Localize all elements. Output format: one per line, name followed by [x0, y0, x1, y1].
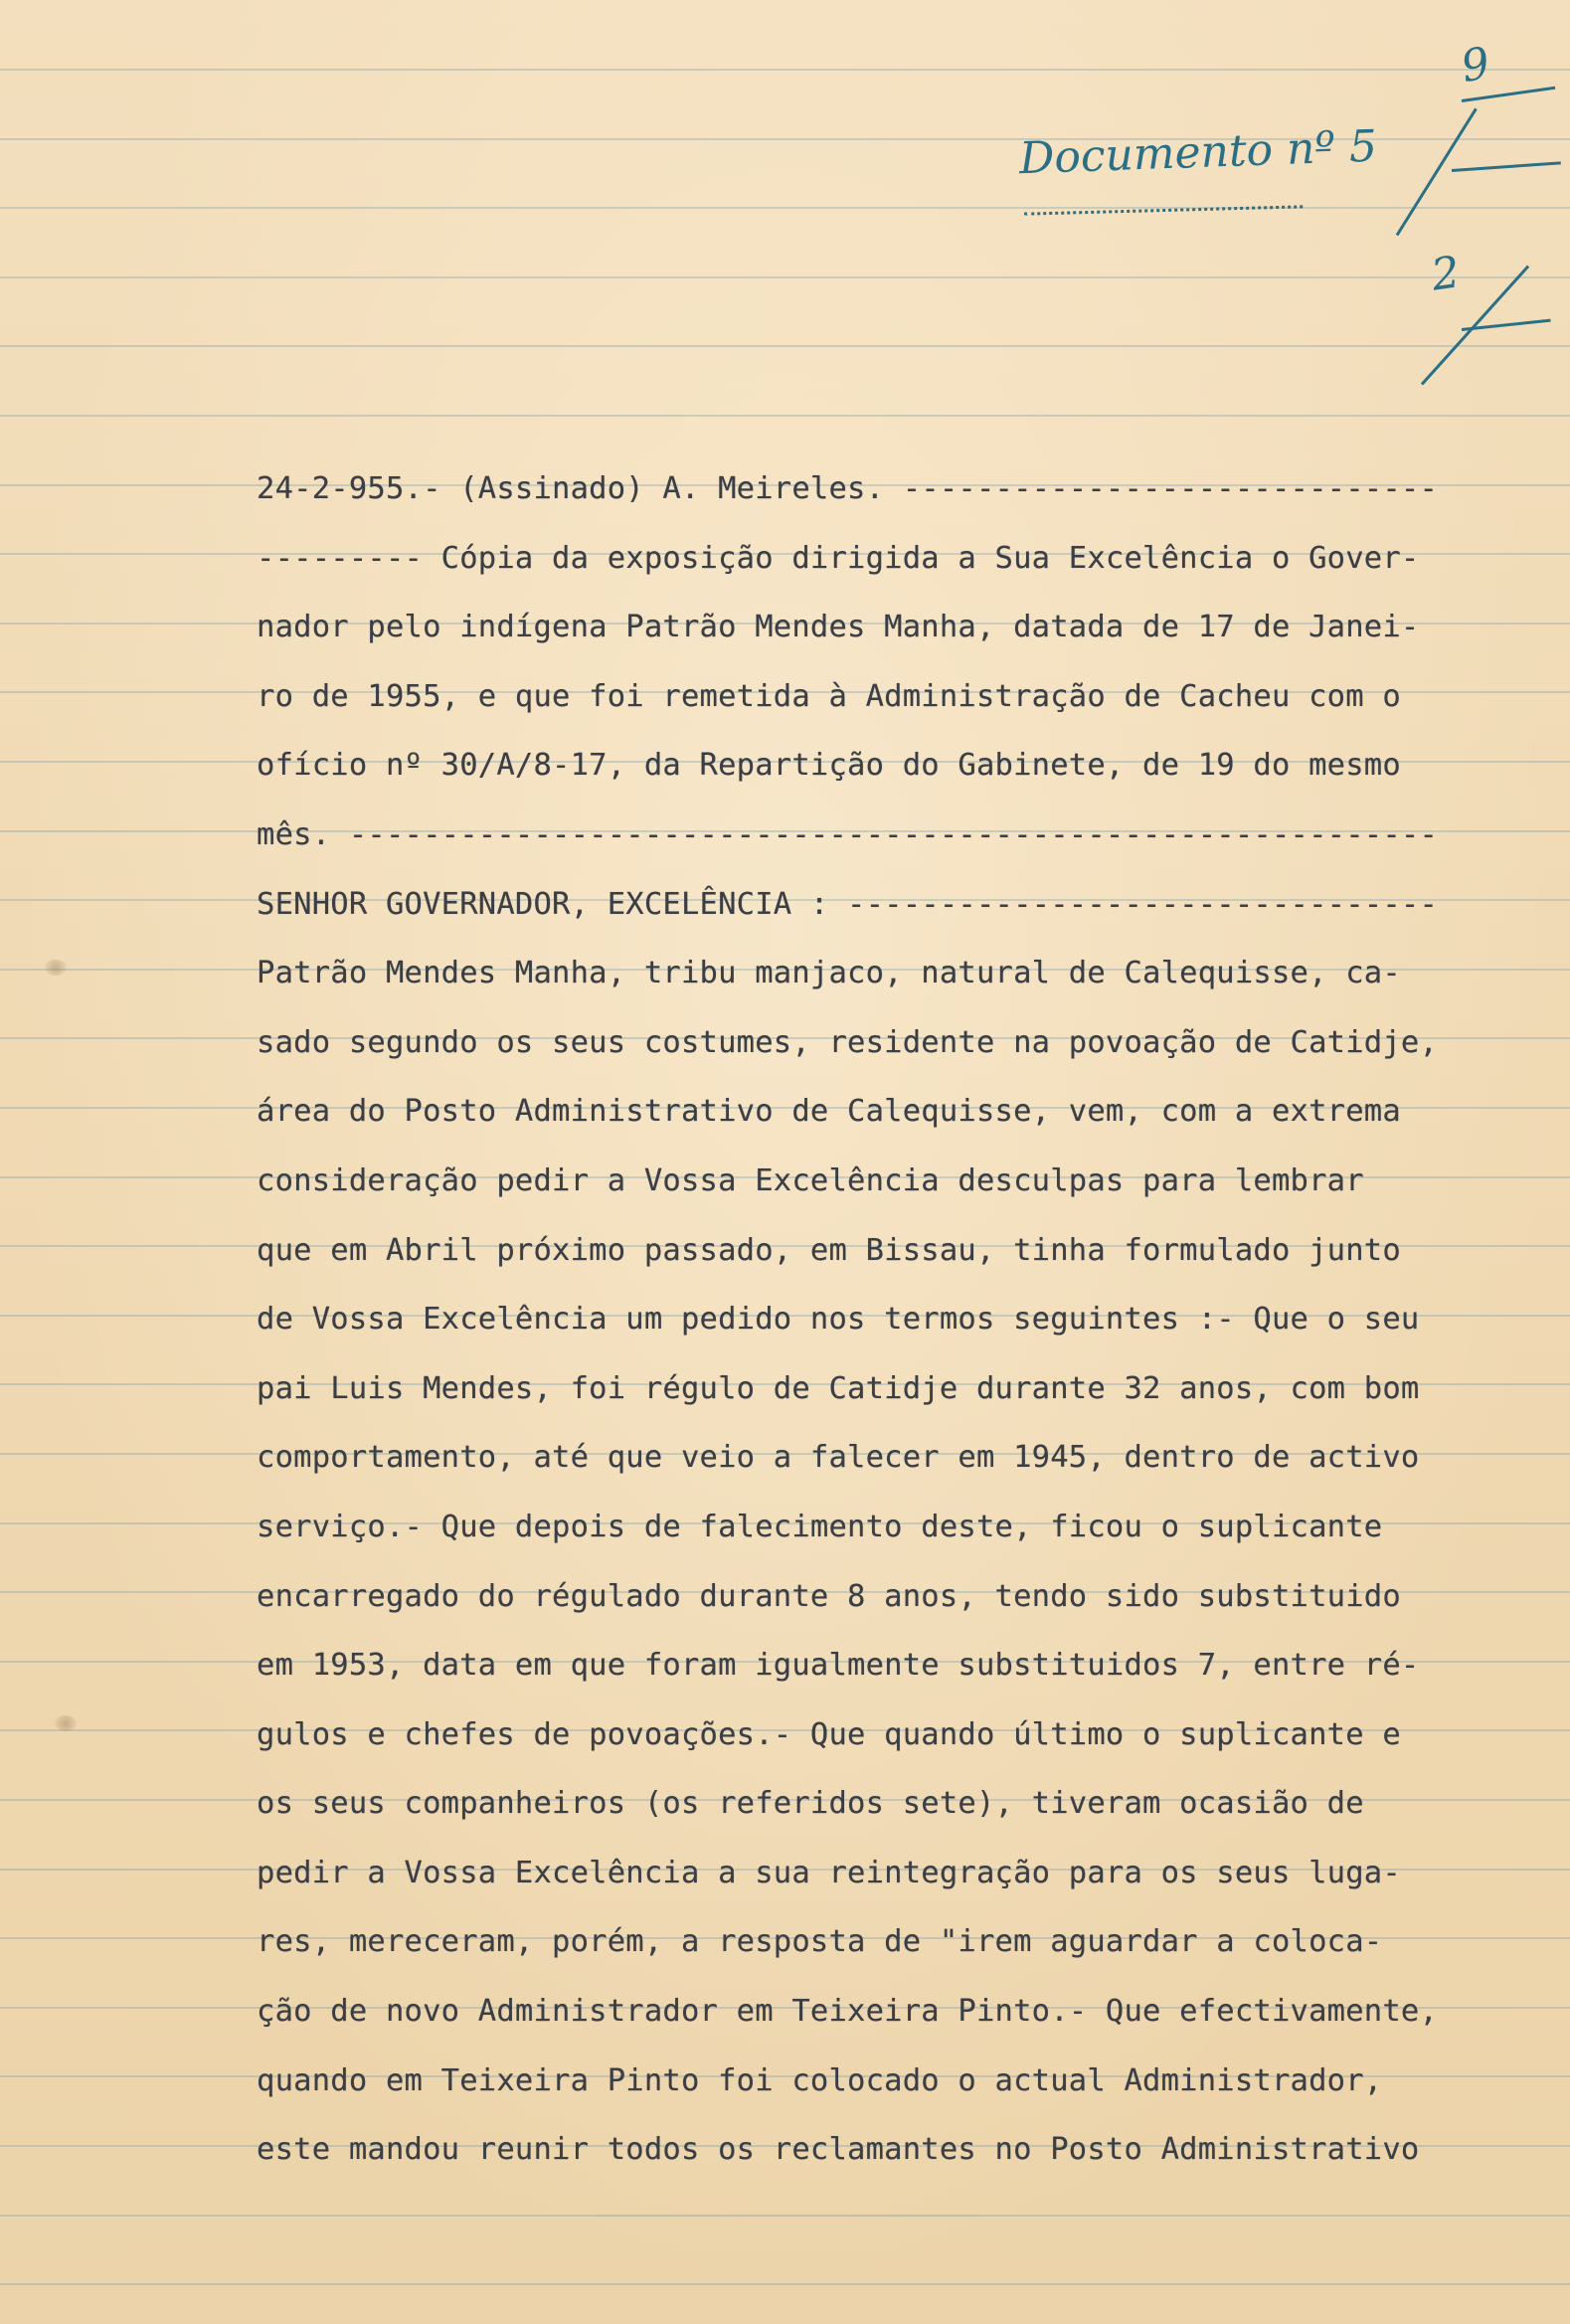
text-line: sado segundo os seus costumes, residente na povoação de Catidje,	[257, 1024, 1439, 1060]
paper-stain	[55, 1715, 77, 1731]
text-line: de Vossa Excelência um pedido nos termos seguintes :- Que o seu	[257, 1302, 1420, 1338]
text-line: este mandou reunir todos os reclamantes no Posto Administrativo	[257, 2132, 1420, 2168]
annotation-underline	[1024, 191, 1303, 215]
text-line: comportamento, até que veio a falecer em 1945, dentro de activo	[257, 1440, 1420, 1476]
text-line: --------- Cópia da exposição dirigida a Sua Excelência o Gover-	[257, 540, 1420, 576]
document-number-annotation: Documento nº 5	[1018, 120, 1378, 185]
text-line: Patrão Mendes Manha, tribu manjaco, natural de Calequisse, ca-	[257, 956, 1401, 991]
text-line: res, mereceram, porém, a resposta de "irem aguardar a coloca-	[257, 1924, 1383, 1960]
signature-stroke	[1452, 161, 1561, 172]
text-line: 24-2-955.- (Assinado) A. Meireles. -----------------------------	[257, 471, 1439, 506]
text-line: os seus companheiros (os referidos sete), tiveram ocasião de	[257, 1786, 1364, 1822]
ruled-line	[0, 69, 1570, 71]
text-line: que em Abril próximo passado, em Bissau, tinha formulado junto	[257, 1232, 1401, 1268]
folio-number-top: 9	[1457, 37, 1494, 93]
text-line: nador pelo indígena Patrão Mendes Manha, datada de 17 de Janei-	[257, 610, 1420, 645]
paper-stain	[45, 960, 67, 976]
text-line: ção de novo Administrador em Teixeira Pinto.- Que efectivamente,	[257, 1994, 1439, 2030]
text-line: SENHOR GOVERNADOR, EXCELÊNCIA : --------------------------------	[257, 886, 1439, 922]
text-line: ro de 1955, e que foi remetida à Administração de Cacheu com o	[257, 678, 1401, 714]
ruled-line	[0, 207, 1570, 209]
text-line: encarregado do régulado durante 8 anos, tendo sido substituido	[257, 1578, 1401, 1614]
text-line: gulos e chefes de povoações.- Que quando último o suplicante e	[257, 1716, 1401, 1752]
signature-stroke	[1396, 107, 1478, 236]
text-line: em 1953, data em que foram igualmente substituidos 7, entre ré-	[257, 1648, 1420, 1684]
folio-number-bottom: 2	[1428, 247, 1464, 301]
ruled-line	[0, 2283, 1570, 2285]
text-line: ofício nº 30/A/8-17, da Repartição do Gabinete, de 19 do mesmo	[257, 748, 1401, 784]
ruled-line	[0, 2215, 1570, 2217]
text-line: pedir a Vossa Excelência a sua reintegração para os seus luga-	[257, 1855, 1401, 1890]
typed-letter-body	[257, 459, 1519, 2190]
ruled-line	[0, 345, 1570, 347]
text-line: pai Luis Mendes, foi régulo de Catidje durante 32 anos, com bom	[257, 1370, 1420, 1406]
text-line: mês. -----------------------------------------------------------	[257, 816, 1439, 852]
ruled-line	[0, 276, 1570, 278]
text-line: consideração pedir a Vossa Excelência desculpas para lembrar	[257, 1162, 1364, 1198]
text-line: serviço.- Que depois de falecimento deste, ficou o suplicante	[257, 1509, 1383, 1544]
text-line: quando em Teixeira Pinto foi colocado o actual Administrador,	[257, 2062, 1383, 2098]
ruled-line	[0, 415, 1570, 417]
text-line: área do Posto Administrativo de Calequisse, vem, com a extrema	[257, 1094, 1401, 1130]
